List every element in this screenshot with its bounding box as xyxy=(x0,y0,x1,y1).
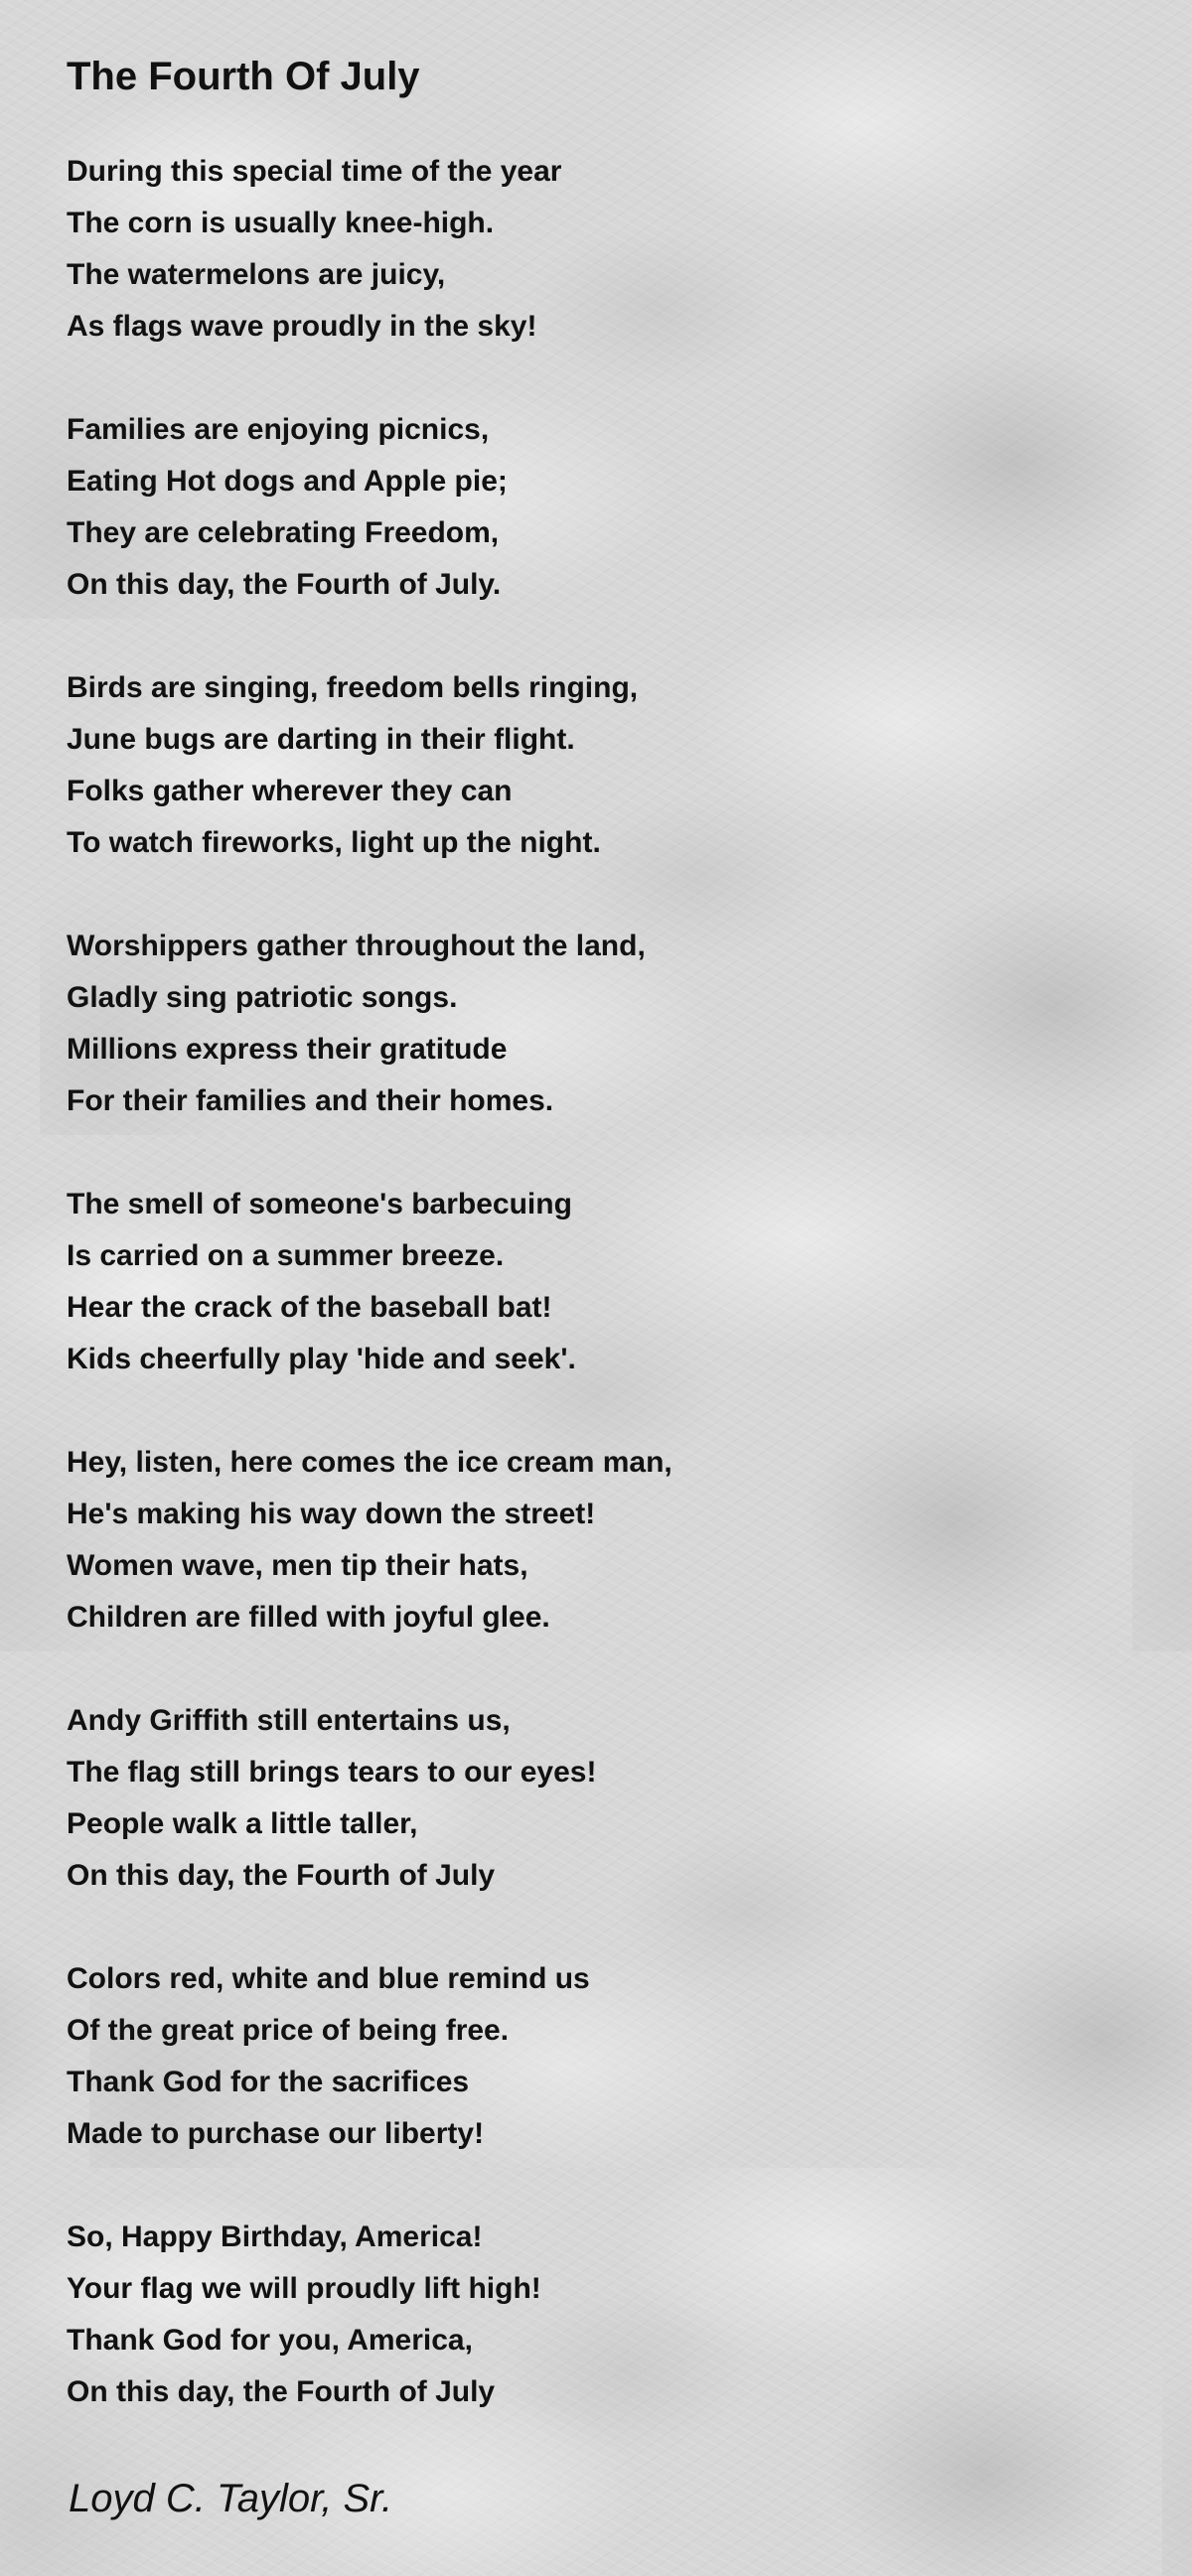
poem-line: He's making his way down the street! xyxy=(67,1498,596,1530)
poem-line: To watch fireworks, light up the night. xyxy=(67,826,601,859)
poem-line: Hey, listen, here comes the ice cream man, xyxy=(67,1446,672,1479)
poem-author: Loyd C. Taylor, Sr. xyxy=(69,2477,393,2520)
poem-line: Millions express their gratitude xyxy=(67,1033,508,1066)
stanza-1 xyxy=(67,146,672,353)
poem-line: Families are enjoying picnics, xyxy=(67,413,490,446)
poem-line: Thank God for you, America, xyxy=(67,2324,473,2357)
poem-line: Of the great price of being free. xyxy=(67,2014,510,2047)
poem-line: Made to purchase our liberty! xyxy=(67,2117,485,2150)
poem-line: During this special time of the year xyxy=(67,155,562,188)
poem-line: On this day, the Fourth of July xyxy=(67,2375,496,2408)
poem-line: So, Happy Birthday, America! xyxy=(67,2220,483,2253)
poem-title: The Fourth Of July xyxy=(67,55,420,98)
poem-line: Gladly sing patriotic songs. xyxy=(67,981,458,1014)
poem-body xyxy=(67,146,672,2470)
poem-line: Is carried on a summer breeze. xyxy=(67,1239,505,1272)
stanza-4 xyxy=(67,921,672,1127)
poem-line: Children are filled with joyful glee. xyxy=(67,1601,550,1634)
stanza-9 xyxy=(67,2212,672,2418)
poem-line: Hear the crack of the baseball bat! xyxy=(67,1291,552,1324)
poem-line: Colors red, white and blue remind us xyxy=(67,1962,590,1995)
poem-line: Birds are singing, freedom bells ringing, xyxy=(67,671,639,704)
poem-line: The corn is usually knee-high. xyxy=(67,207,495,239)
poem-line: For their families and their homes. xyxy=(67,1084,554,1117)
poem-line: Kids cheerfully play 'hide and seek'. xyxy=(67,1343,576,1375)
stanza-3 xyxy=(67,662,672,869)
poem-line: The watermelons are juicy, xyxy=(67,258,446,291)
poem-line: Your flag we will proudly lift high! xyxy=(67,2272,541,2305)
poem-line: On this day, the Fourth of July xyxy=(67,1859,496,1892)
stanza-7 xyxy=(67,1695,672,1902)
stanza-5 xyxy=(67,1179,672,1385)
poem-line: The smell of someone's barbecuing xyxy=(67,1188,572,1220)
poem-line: Eating Hot dogs and Apple pie; xyxy=(67,465,508,498)
stanza-2 xyxy=(67,404,672,611)
poem-line: People walk a little taller, xyxy=(67,1807,418,1840)
poem-line: June bugs are darting in their flight. xyxy=(67,723,575,756)
poem-line: Thank God for the sacrifices xyxy=(67,2066,470,2098)
poem-line: Women wave, men tip their hats, xyxy=(67,1549,528,1582)
poem-line: They are celebrating Freedom, xyxy=(67,516,500,549)
poem-line: Worshippers gather throughout the land, xyxy=(67,930,646,962)
poem-line: As flags wave proudly in the sky! xyxy=(67,310,537,343)
stanza-6 xyxy=(67,1437,672,1644)
poem-line: Folks gather wherever they can xyxy=(67,775,513,807)
poem-line: Andy Griffith still entertains us, xyxy=(67,1704,511,1737)
stanza-8 xyxy=(67,1953,672,2160)
poem-line: On this day, the Fourth of July. xyxy=(67,568,502,601)
poem-line: The flag still brings tears to our eyes! xyxy=(67,1756,597,1789)
